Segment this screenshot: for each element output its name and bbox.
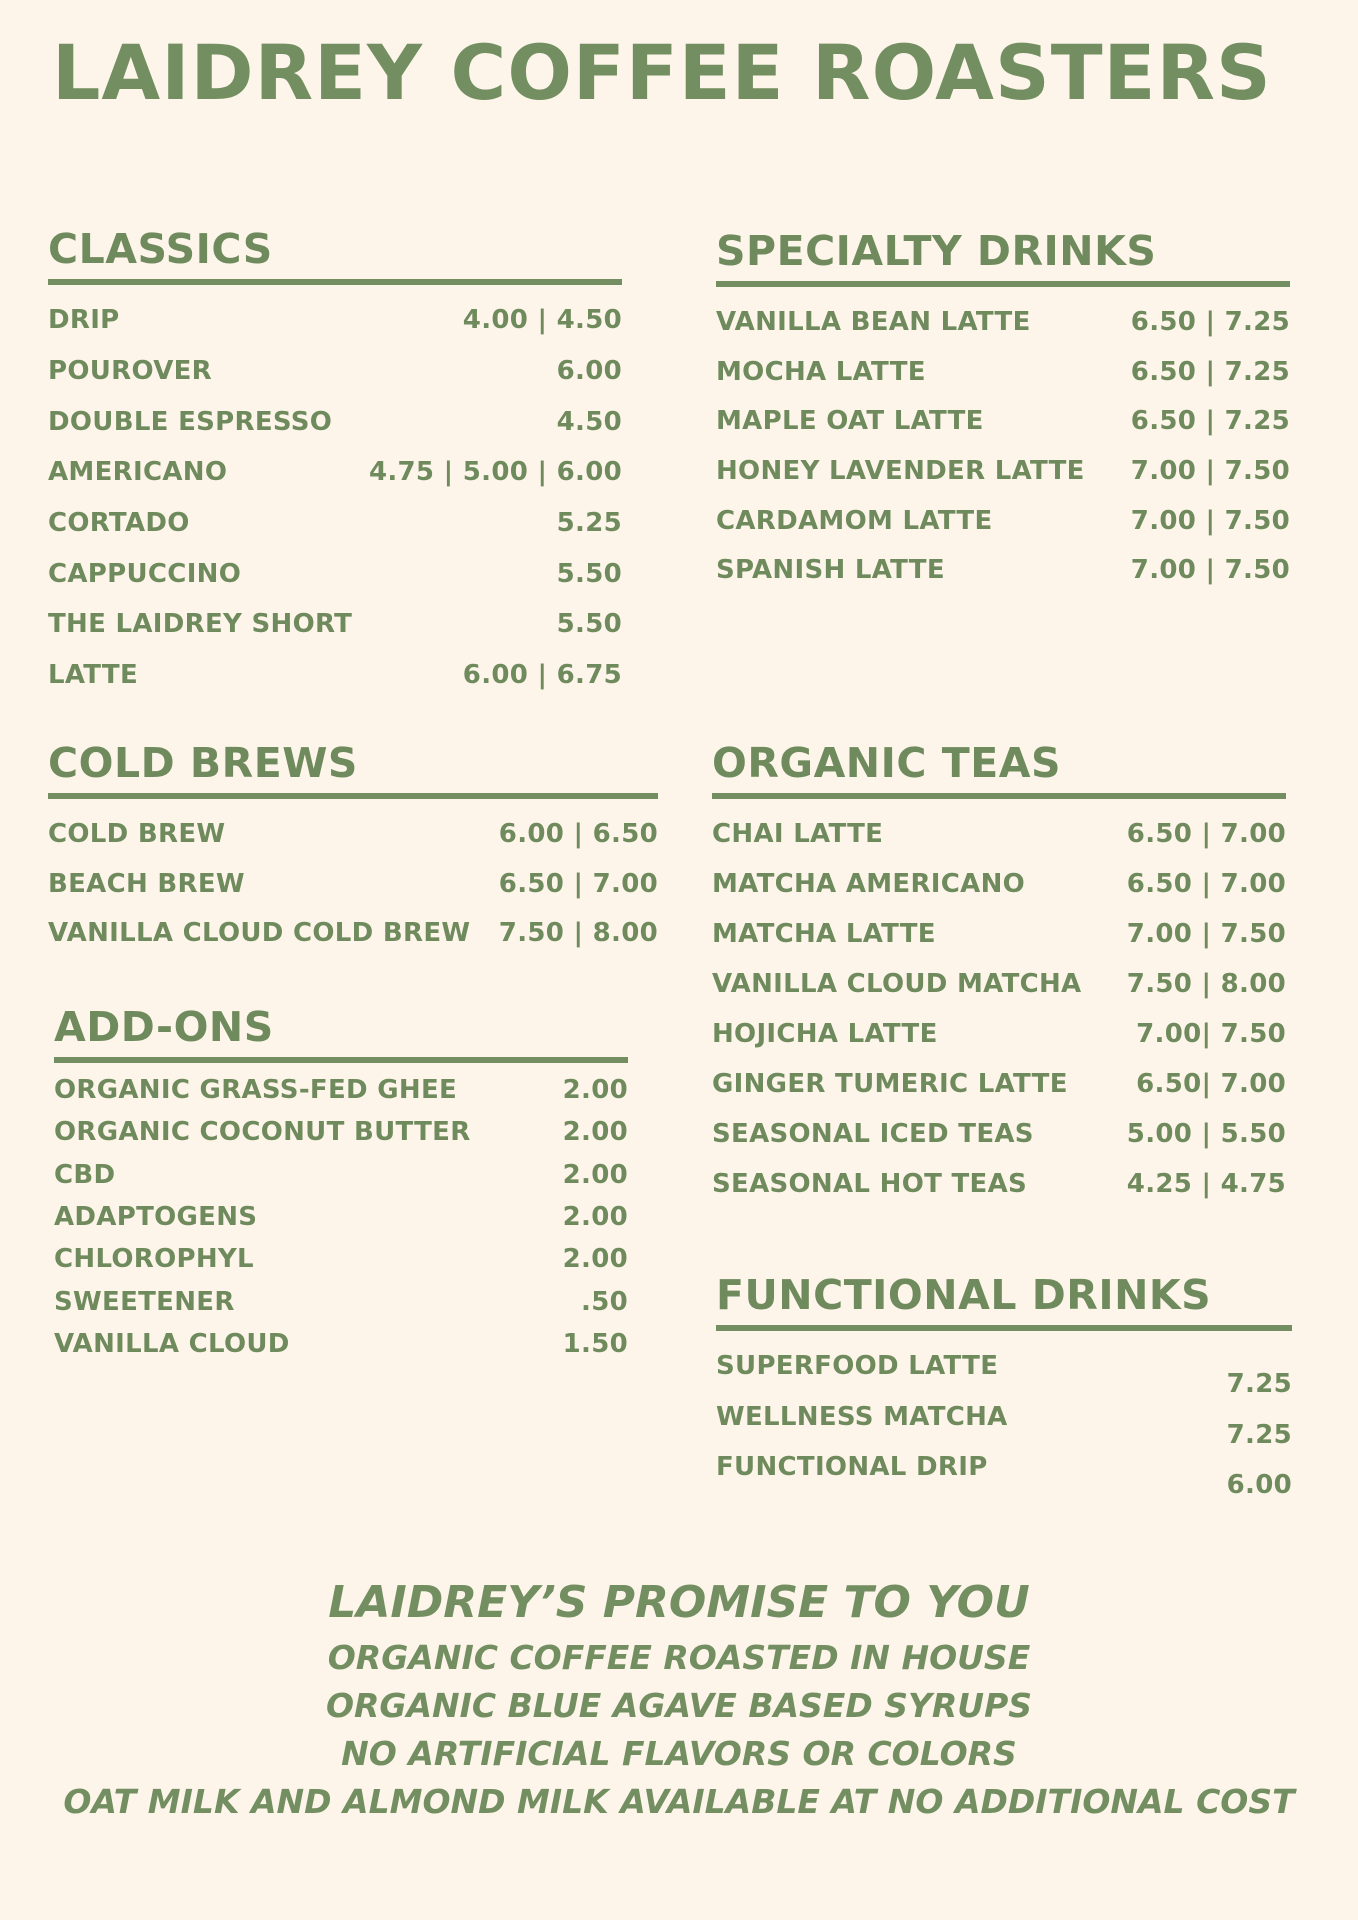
item-name: CBD	[54, 1159, 116, 1190]
menu-item	[48, 908, 658, 958]
menu-item	[48, 346, 622, 397]
menu-item	[48, 295, 622, 346]
menu-item-list	[716, 297, 1290, 595]
promise-line: NO ARTIFICIAL FLAVORS OR COLORS	[341, 1734, 1017, 1773]
item-name: DOUBLE ESPRESSO	[48, 406, 333, 437]
item-name: CORTADO	[48, 507, 190, 538]
item-name: BEACH BREW	[48, 868, 245, 899]
menu-item	[48, 549, 622, 600]
item-price: 5.25	[556, 507, 622, 538]
promise-heading: LAIDREY’S PROMISE TO YOU	[328, 1577, 1030, 1628]
item-price: 6.50 | 7.25	[1130, 307, 1290, 338]
menu-item	[48, 650, 622, 701]
menu-item	[54, 1281, 628, 1323]
item-price: 1.50	[562, 1328, 628, 1359]
menu-item	[54, 1323, 628, 1365]
menu-item	[716, 297, 1290, 347]
item-price: 4.75 | 5.00 | 6.00	[368, 457, 622, 488]
menu-item	[712, 1109, 1286, 1159]
item-price: 6.00 | 6.75	[462, 659, 622, 690]
menu-item	[712, 1059, 1286, 1109]
item-price: 7.25	[1226, 1419, 1292, 1450]
item-price: 6.50 | 7.25	[1130, 406, 1290, 437]
item-price: 2.00	[562, 1159, 628, 1190]
item-price: 6.50| 7.00	[1136, 1069, 1286, 1100]
menu-item	[716, 1442, 1292, 1501]
menu-item	[712, 959, 1286, 1009]
item-price: 6.50 | 7.00	[1126, 819, 1286, 850]
menu-item-list	[48, 295, 622, 701]
menu-item	[48, 859, 658, 909]
menu-item	[712, 1009, 1286, 1059]
menu-item	[54, 1154, 628, 1196]
menu-item	[48, 809, 658, 859]
item-price: 5.00 | 5.50	[1126, 1119, 1286, 1150]
menu-item	[48, 447, 622, 498]
item-name: VANILLA CLOUD	[54, 1328, 290, 1359]
menu-item	[712, 1159, 1286, 1209]
menu-item-list	[712, 809, 1286, 1209]
menu-item	[712, 859, 1286, 909]
item-name: SPANISH LATTE	[716, 555, 945, 586]
item-price: 4.00 | 4.50	[462, 305, 622, 336]
menu-item	[54, 1111, 628, 1153]
item-name: LATTE	[48, 659, 138, 690]
menu-item	[48, 498, 622, 549]
item-name: SWEETENER	[54, 1286, 235, 1317]
menu-item	[54, 1238, 628, 1280]
item-name: HOJICHA LATTE	[712, 1019, 938, 1050]
menu-item	[716, 396, 1290, 446]
item-name: AMERICANO	[48, 457, 228, 488]
item-name: VANILLA BEAN LATTE	[716, 307, 1031, 338]
section-add-ons	[54, 1004, 628, 1365]
section-heading: ADD-ONS	[54, 1004, 628, 1063]
item-name: MOCHA LATTE	[716, 356, 926, 387]
item-name: CHAI LATTE	[712, 819, 884, 850]
item-price: 6.50 | 7.00	[1126, 869, 1286, 900]
item-name: ORGANIC COCONUT BUTTER	[54, 1117, 471, 1148]
item-price: 6.00	[556, 355, 622, 386]
item-price: 4.25 | 4.75	[1126, 1169, 1286, 1200]
menu-item-list	[716, 1341, 1292, 1501]
item-price: 4.50	[556, 406, 622, 437]
item-price: 7.00 | 7.50	[1130, 555, 1290, 586]
menu-item	[48, 599, 622, 650]
item-name: FUNCTIONAL DRIP	[716, 1452, 988, 1483]
item-price: 7.50 | 8.00	[1126, 969, 1286, 1000]
promise-block	[0, 1572, 1358, 1826]
menu-title: LAIDREY COFFEE ROASTERS	[52, 28, 1272, 117]
item-name: ADAPTOGENS	[54, 1202, 258, 1233]
item-name: CHLOROPHYL	[54, 1244, 254, 1275]
promise-line: ORGANIC BLUE AGAVE BASED SYRUPS	[325, 1686, 1033, 1725]
item-name: MAPLE OAT LATTE	[716, 406, 984, 437]
item-price: 2.00	[562, 1202, 628, 1233]
item-name: SEASONAL ICED TEAS	[712, 1119, 1034, 1150]
menu-item	[716, 1341, 1292, 1400]
item-price: 7.00 | 7.50	[1126, 919, 1286, 950]
item-name: MATCHA LATTE	[712, 919, 936, 950]
item-price: 6.50 | 7.00	[498, 868, 658, 899]
item-name: CARDAMOM LATTE	[716, 505, 993, 536]
item-price: 7.00| 7.50	[1136, 1019, 1286, 1050]
item-name: SEASONAL HOT TEAS	[712, 1169, 1028, 1200]
item-price: .50	[581, 1286, 628, 1317]
item-price: 7.25	[1226, 1369, 1292, 1400]
item-name: VANILLA CLOUD COLD BREW	[48, 918, 471, 949]
menu-item	[716, 347, 1290, 397]
section-heading: COLD BREWS	[48, 740, 658, 799]
item-price: 7.00 | 7.50	[1130, 505, 1290, 536]
item-name: WELLNESS MATCHA	[716, 1401, 1008, 1432]
section-specialty-drinks	[716, 228, 1290, 595]
promise-line: ORGANIC COFFEE ROASTED IN HOUSE	[327, 1638, 1031, 1677]
menu-item	[712, 909, 1286, 959]
item-name: CAPPUCCINO	[48, 558, 242, 589]
menu-item	[716, 545, 1290, 595]
promise-line: OAT MILK AND ALMOND MILK AVAILABLE AT NO ADDITIONAL COST	[63, 1782, 1295, 1821]
menu-item-list	[54, 1069, 628, 1365]
section-heading: SPECIALTY DRINKS	[716, 228, 1290, 287]
item-name: ORGANIC GRASS-FED GHEE	[54, 1075, 458, 1106]
item-name: VANILLA CLOUD MATCHA	[712, 969, 1082, 1000]
section-functional-drinks	[716, 1271, 1292, 1501]
item-price: 7.50 | 8.00	[498, 918, 658, 949]
item-price: 7.00 | 7.50	[1130, 455, 1290, 486]
section-organic-teas	[712, 740, 1286, 1209]
item-name: POUROVER	[48, 355, 212, 386]
menu-item	[716, 446, 1290, 496]
item-price: 6.50 | 7.25	[1130, 356, 1290, 387]
section-classics	[48, 226, 622, 701]
section-heading: CLASSICS	[48, 226, 622, 285]
menu-item-list	[48, 809, 658, 958]
item-price: 6.00	[1226, 1470, 1292, 1501]
item-price: 6.00 | 6.50	[498, 819, 658, 850]
menu-item	[716, 1392, 1292, 1450]
menu-item	[54, 1069, 628, 1111]
item-name: DRIP	[48, 305, 120, 336]
menu-item	[48, 397, 622, 448]
menu-item	[716, 496, 1290, 546]
item-price: 5.50	[556, 609, 622, 640]
item-price: 2.00	[562, 1075, 628, 1106]
menu-item	[712, 809, 1286, 859]
item-price: 2.00	[562, 1244, 628, 1275]
section-cold-brews	[48, 740, 658, 958]
item-price: 2.00	[562, 1117, 628, 1148]
item-name: SUPERFOOD LATTE	[716, 1351, 999, 1382]
item-name: THE LAIDREY SHORT	[48, 609, 353, 640]
item-name: MATCHA AMERICANO	[712, 869, 1026, 900]
section-heading: FUNCTIONAL DRINKS	[716, 1272, 1292, 1331]
item-name: GINGER TUMERIC LATTE	[712, 1069, 1068, 1100]
section-heading: ORGANIC TEAS	[712, 740, 1286, 799]
item-name: HONEY LAVENDER LATTE	[716, 455, 1085, 486]
item-name: COLD BREW	[48, 819, 226, 850]
item-price: 5.50	[556, 558, 622, 589]
menu-item	[54, 1196, 628, 1238]
